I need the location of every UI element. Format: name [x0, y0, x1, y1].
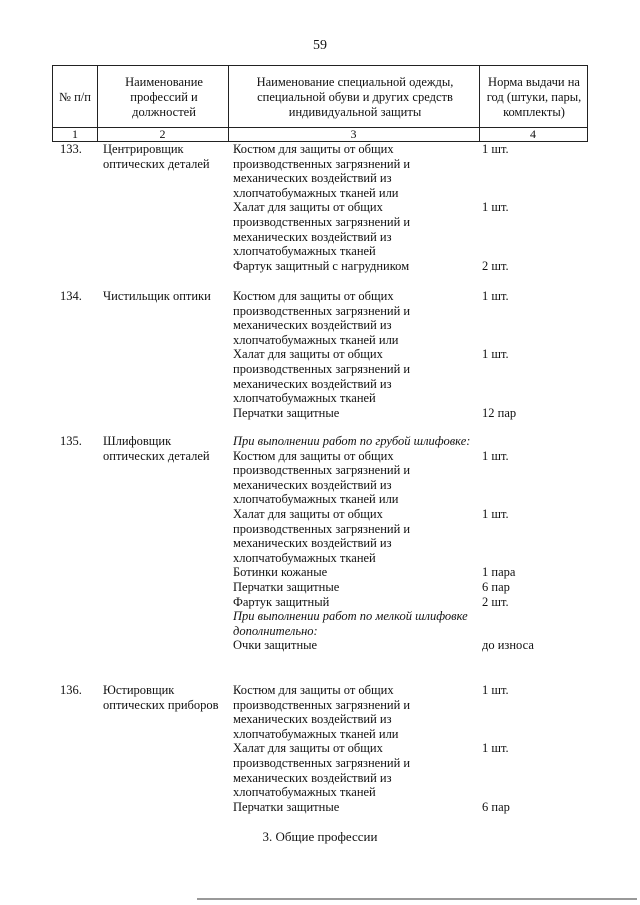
item-text: Фартук защитный с нагрудником	[233, 258, 410, 273]
item-condition-note: При выполнении работ по грубой шлифовке:	[233, 434, 471, 448]
item-norm: 6 пар	[482, 579, 510, 594]
item-entry	[233, 638, 534, 653]
item-entry	[233, 434, 473, 449]
item-norm: 12 пар	[482, 405, 517, 420]
column-number: 2	[159, 127, 166, 141]
item-norm: 1 пара	[482, 565, 516, 580]
item-text: Халат для защиты от общих производственных загрязнений и механических воздействий из хлопчатобумажных тканей	[233, 506, 411, 565]
header-norm: Норма выдачи на год (штуки, пары, комплекты)	[486, 74, 582, 119]
item-entry	[233, 741, 509, 800]
item-text: Халат для защиты от общих производственных загрязнений и механических воздействий из хлопчатобумажных тканей	[233, 347, 411, 406]
row-profession: Центрировщик оптических деталей	[103, 142, 210, 171]
header-profession: Наименование профессий и должностей	[125, 74, 203, 119]
row-number: 135.	[60, 434, 82, 448]
row-profession: Шлифовщик оптических деталей	[103, 434, 210, 463]
item-entry	[233, 200, 509, 259]
item-norm: 2 шт.	[482, 594, 509, 609]
row-profession: Чистильщик оптики	[103, 289, 211, 303]
row-number: 133.	[60, 142, 82, 156]
header-no: № п/п	[59, 89, 91, 104]
item-text: Перчатки защитные	[233, 579, 340, 594]
item-text: Костюм для защиты от общих производственных загрязнений и механических воздействий из хлопчатобумажных тканей или	[233, 683, 411, 741]
item-norm: 1 шт.	[482, 289, 509, 303]
item-text: Костюм для защиты от общих производственных загрязнений и механических воздействий из хлопчатобумажных тканей или	[233, 142, 411, 200]
row-number: 136.	[60, 683, 82, 697]
item-entry	[233, 799, 510, 815]
item-norm: 1 шт.	[482, 142, 509, 156]
item-norm: 1 шт.	[482, 347, 509, 362]
item-entry	[233, 448, 509, 507]
column-number: 3	[350, 127, 357, 141]
page-number: 59	[313, 38, 327, 53]
item-entry	[233, 506, 509, 565]
item-text: Халат для защиты от общих производственных загрязнений и механических воздействий из хлопчатобумажных тканей	[233, 200, 411, 259]
item-entry	[233, 579, 510, 595]
item-entry	[233, 347, 509, 406]
item-entry	[233, 289, 509, 347]
table-header	[52, 65, 588, 128]
item-norm: до износа	[482, 638, 534, 653]
item-entry	[233, 565, 516, 580]
item-norm: 1 шт.	[482, 741, 509, 756]
item-text: Очки защитные	[233, 638, 318, 653]
item-condition-note: При выполнении работ по мелкой шлифовке дополнительно:	[233, 609, 468, 638]
column-number-row	[52, 127, 588, 142]
item-entry	[233, 594, 509, 610]
item-text: Халат для защиты от общих производственных загрязнений и механических воздействий из хлопчатобумажных тканей	[233, 741, 411, 800]
column-number: 4	[530, 127, 536, 141]
scan-edge-line	[197, 898, 637, 900]
item-text: Костюм для защиты от общих производственных загрязнений и механических воздействий из хлопчатобумажных тканей или	[233, 289, 411, 347]
item-norm: 1 шт.	[482, 506, 509, 521]
item-entry	[233, 609, 473, 638]
item-text: Костюм для защиты от общих производственных загрязнений и механических воздействий из хлопчатобумажных тканей или	[233, 448, 411, 507]
item-text: Перчатки защитные	[233, 799, 340, 814]
header-item: Наименование специальной одежды, специальной обуви и других средств индивидуальной защиты	[256, 74, 454, 119]
section-title: 3. Общие профессии	[262, 829, 378, 844]
item-norm: 2 шт.	[482, 258, 509, 273]
item-text: Перчатки защитные	[233, 405, 340, 420]
item-norm: 1 шт.	[482, 200, 509, 215]
item-entry	[233, 142, 509, 200]
item-entry	[233, 405, 517, 421]
item-norm: 1 шт.	[482, 683, 509, 697]
row-profession: Юстировщик оптических приборов	[103, 683, 219, 712]
row-number: 134.	[60, 289, 82, 303]
item-norm: 6 пар	[482, 799, 510, 814]
item-text: Фартук защитный	[233, 594, 330, 609]
column-number: 1	[72, 127, 78, 141]
item-norm: 1 шт.	[482, 448, 509, 463]
item-entry	[233, 258, 509, 274]
item-text: Ботинки кожаные	[233, 565, 328, 580]
item-entry	[233, 683, 509, 741]
